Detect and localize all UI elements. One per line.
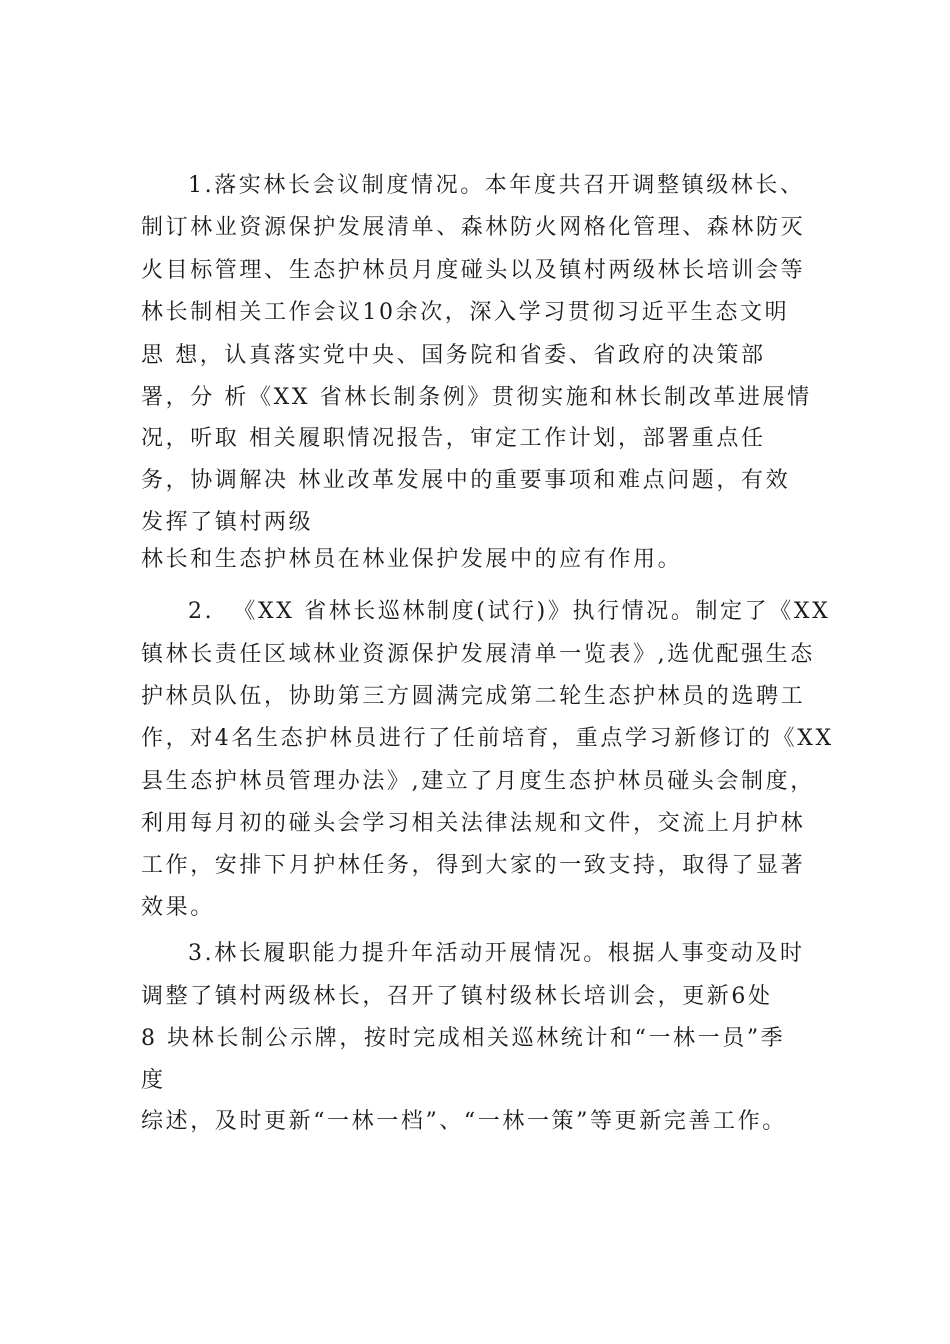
paragraph-1-line-9: 发挥了镇村两级 [141,510,314,535]
paragraph-1-line-8: 务，协调解决 林业改革发展中的重要事项和难点问题，有效 [141,468,791,493]
paragraph-1-line-3: 火目标管理、生态护林员月度碰头以及镇村两级林长培训会等 [141,258,806,283]
paragraph-3-line-3: 8 块林长制公示牌，按时完成相关巡林统计和“一林一员”季 [141,1026,786,1051]
paragraph-1-line-7: 况，听取 相关履职情况报告，审定工作计划，部署重点任 [141,426,766,451]
paragraph-1-line-1: 1.落实林长会议制度情况。本年度共召开调整镇级林长、 [188,173,805,198]
paragraph-3-line-4: 度 [141,1068,166,1093]
paragraph-1-line-5: 思 想，认真落实党中央、国务院和省委、省政府的决策部 [141,343,766,368]
paragraph-3-line-5: 综述，及时更新“一林一档”、“一林一策”等更新完善工作。 [141,1109,787,1134]
paragraph-1-line-10: 林长和生态护林员在林业保护发展中的应有作用。 [141,547,683,572]
paragraph-2-line-7: 工作，安排下月护林任务，得到大家的一致支持，取得了显著 [141,853,806,878]
paragraph-2-line-2: 镇林长责任区域林业资源保护发展清单一览表》,选优配强生态 [141,642,815,667]
paragraph-3-line-1: 3.林长履职能力提升年活动开展情况。根据人事变动及时 [188,941,805,966]
paragraph-2-line-8: 效果。 [141,895,215,920]
paragraph-1-line-6: 署，分 析《XX 省林长制条例》贯彻实施和林长制改革进展情 [141,385,812,410]
paragraph-1-line-2: 制订林业资源保护发展清单、森林防火网格化管理、森林防灭 [141,215,806,240]
paragraph-3-line-2: 调整了镇村两级林长，召开了镇村级林长培训会，更新6处 [141,984,773,1009]
paragraph-2-line-3: 护林员队伍，协助第三方圆满完成第二轮生态护林员的选聘工 [141,684,806,709]
paragraph-2-line-5: 县生态护林员管理办法》,建立了月度生态护林员碰头会制度， [141,769,815,794]
paragraph-2-line-1: 2. 《XX 省林长巡林制度(试行)》执行情况。制定了《XX [188,599,831,624]
paragraph-2-line-4: 作，对4名生态护林员进行了任前培育，重点学习新修订的《XX [141,726,834,751]
paragraph-1-line-4: 林长制相关工作会议10余次，深入学习贯彻习近平生态文明 [141,300,790,325]
paragraph-2-line-6: 利用每月初的碰头会学习相关法律法规和文件，交流上月护林 [141,811,806,836]
